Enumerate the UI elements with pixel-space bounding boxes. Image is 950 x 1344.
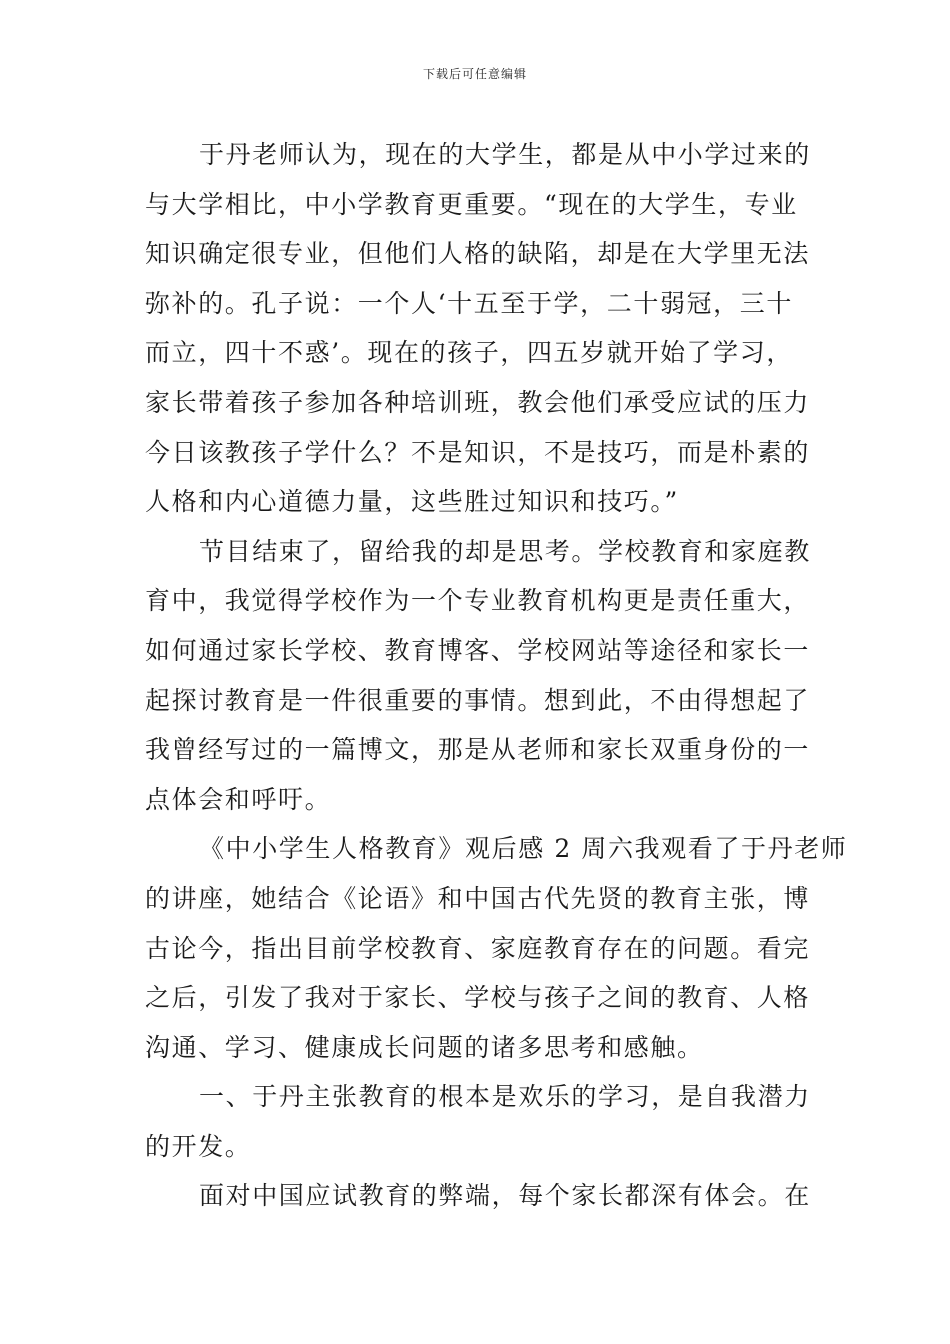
text-line: 于丹老师认为，现在的大学生，都是从中小学过来的 bbox=[199, 140, 811, 169]
text-line: 知识确定很专业，但他们人格的缺陷，却是在大学里无法 bbox=[145, 239, 811, 269]
text-line: 家长带着孩子参加各种培训班，教会他们承受应试的压力 bbox=[145, 387, 811, 417]
text-line: 《中小学生人格教育》观后感 2 周六我观看了于丹老师 bbox=[199, 834, 848, 864]
text-line: 面对中国应试教育的弊端，每个家长都深有体会。在 bbox=[199, 1181, 811, 1211]
text-line: 之后，引发了我对于家长、学校与孩子之间的教育、人格 bbox=[145, 983, 811, 1013]
page-header: 下载后可任意编辑 bbox=[422, 67, 527, 81]
text-line: 弥补的。孔子说：一个人‘十五至于学，二十弱冠，三十 bbox=[145, 288, 793, 318]
text-line: 我曾经写过的一篇博文，那是从老师和家长双重身份的一 bbox=[145, 735, 811, 765]
text-line: 起探讨教育是一件很重要的事情。想到此，不由得想起了 bbox=[145, 685, 811, 715]
text-line: 一、于丹主张教育的根本是欢乐的学习，是自我潜力 bbox=[199, 1082, 811, 1112]
text-line: 与大学相比，中小学教育更重要。“现在的大学生，专业 bbox=[145, 189, 798, 219]
text-line: 育中，我觉得学校作为一个专业教育机构更是责任重大， bbox=[145, 586, 811, 616]
text-line: 而立，四十不惑’。现在的孩子，四五岁就开始了学习， bbox=[145, 338, 793, 368]
text-line: 沟通、学习、健康成长问题的诸多思考和感触。 bbox=[145, 1032, 704, 1062]
text-line: 如何通过家长学校、教育博客、学校网站等途径和家长一 bbox=[145, 635, 811, 665]
text-line: 今日该教孩子学什么？不是知识，不是技巧，而是朴素的 bbox=[145, 437, 811, 467]
document-body bbox=[145, 130, 848, 1221]
text-line: 节目结束了，留给我的却是思考。学校教育和家庭教 bbox=[199, 536, 811, 566]
text-line: 点体会和呼吁。 bbox=[145, 784, 332, 814]
text-line: 人格和内心道德力量，这些胜过知识和技巧。” bbox=[145, 487, 679, 517]
text-line: 古论今，指出目前学校教育、家庭教育存在的问题。看完 bbox=[145, 933, 811, 963]
text-line: 的讲座，她结合《论语》和中国古代先贤的教育主张，博 bbox=[145, 883, 811, 913]
text-line: 的开发。 bbox=[145, 1131, 252, 1161]
